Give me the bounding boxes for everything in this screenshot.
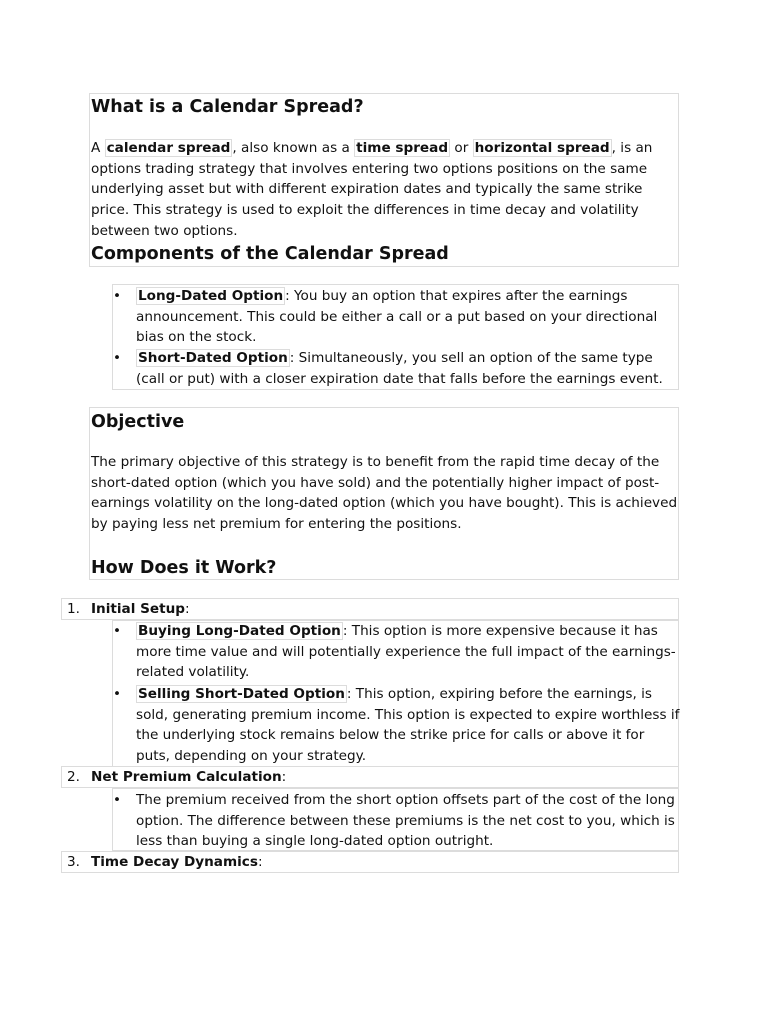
step-item-desc: : This option, expiring before the earnings, is sold, generating premium income. This option is expected to expire worthless if the underlying stock remains below the strike price for calls or above it for puts, depending on your strategy. [136, 686, 680, 765]
step-item-term: Selling Short-Dated Option [138, 686, 345, 702]
component-term: Long-Dated Option [138, 288, 284, 304]
component-desc: : Simultaneously, you sell an option of the same type (call or put) with a closer expiration date that falls before the earnings event. [136, 350, 663, 387]
intro-text-3: or [450, 140, 473, 156]
component-desc: : You buy an option that expires after the earnings announcement. This could be either a call or a put based on your directional bias on the stock. [136, 288, 658, 346]
term-calendar-spread: calendar spread [106, 140, 231, 156]
step-title-text: Net Premium Calculation [91, 769, 282, 785]
bullet-icon: • [113, 623, 122, 639]
component-item-long-dated [136, 286, 681, 348]
term-horizontal-spread: horizontal spread [474, 140, 610, 156]
intro-text-2: , also known as a [232, 140, 355, 156]
objective-paragraph: The primary objective of this strategy is to benefit from the rapid time decay of the short-dated option (which you have sold) and the potentially higher impact of post-earnings volatility on the long-dated option (which you have bought). This is achieved by paying less net premium for entering the positions. [91, 454, 678, 533]
bullet-icon: • [113, 350, 122, 366]
heading-components: Components of the Calendar Spread [91, 244, 449, 264]
step-title-initial-setup [91, 599, 190, 620]
step-item-selling-short [136, 684, 681, 767]
heading-how-does-it-work: How Does it Work? [91, 558, 277, 578]
step-colon: : [281, 769, 287, 785]
bullet-icon: • [113, 288, 122, 304]
step-number: 2. [67, 769, 80, 785]
step-number: 1. [67, 601, 80, 617]
step-colon: : [257, 854, 263, 870]
component-item-short-dated [136, 348, 681, 389]
intro-text-1: A [91, 140, 105, 156]
step-number: 3. [67, 854, 80, 870]
title-what-is-calendar-spread: What is a Calendar Spread? [91, 97, 364, 117]
intro-paragraph [91, 138, 681, 242]
step-title-net-premium [91, 767, 286, 788]
term-time-spread: time spread [356, 140, 449, 156]
bullet-icon: • [113, 686, 122, 702]
step-title-text: Initial Setup [91, 601, 186, 617]
step-item-desc: : This option is more expensive because it has more time value and will potentially experience the full impact of the earnings-related volatility. [136, 623, 676, 681]
intro-text-4: , is an options trading strategy that involves entering two options positions on the same underlying asset but with different expiration dates and typically the same strike price. This strategy is used to exploit the differences in time decay and volatility between two options. [91, 140, 653, 239]
bullet-icon: • [113, 792, 122, 808]
step-title-text: Time Decay Dynamics [91, 854, 258, 870]
step-item-term: Buying Long-Dated Option [138, 623, 341, 639]
step-item-buying-long [136, 621, 681, 683]
step-title-time-decay [91, 852, 263, 873]
step-colon: : [185, 601, 190, 617]
component-term: Short-Dated Option [138, 350, 288, 366]
heading-objective: Objective [91, 412, 185, 432]
step-item-premium-offset: The premium received from the short option offsets part of the cost of the long option. The difference between these premiums is the net cost to you, which is less than buying a single long-dated option outright. [136, 792, 675, 850]
